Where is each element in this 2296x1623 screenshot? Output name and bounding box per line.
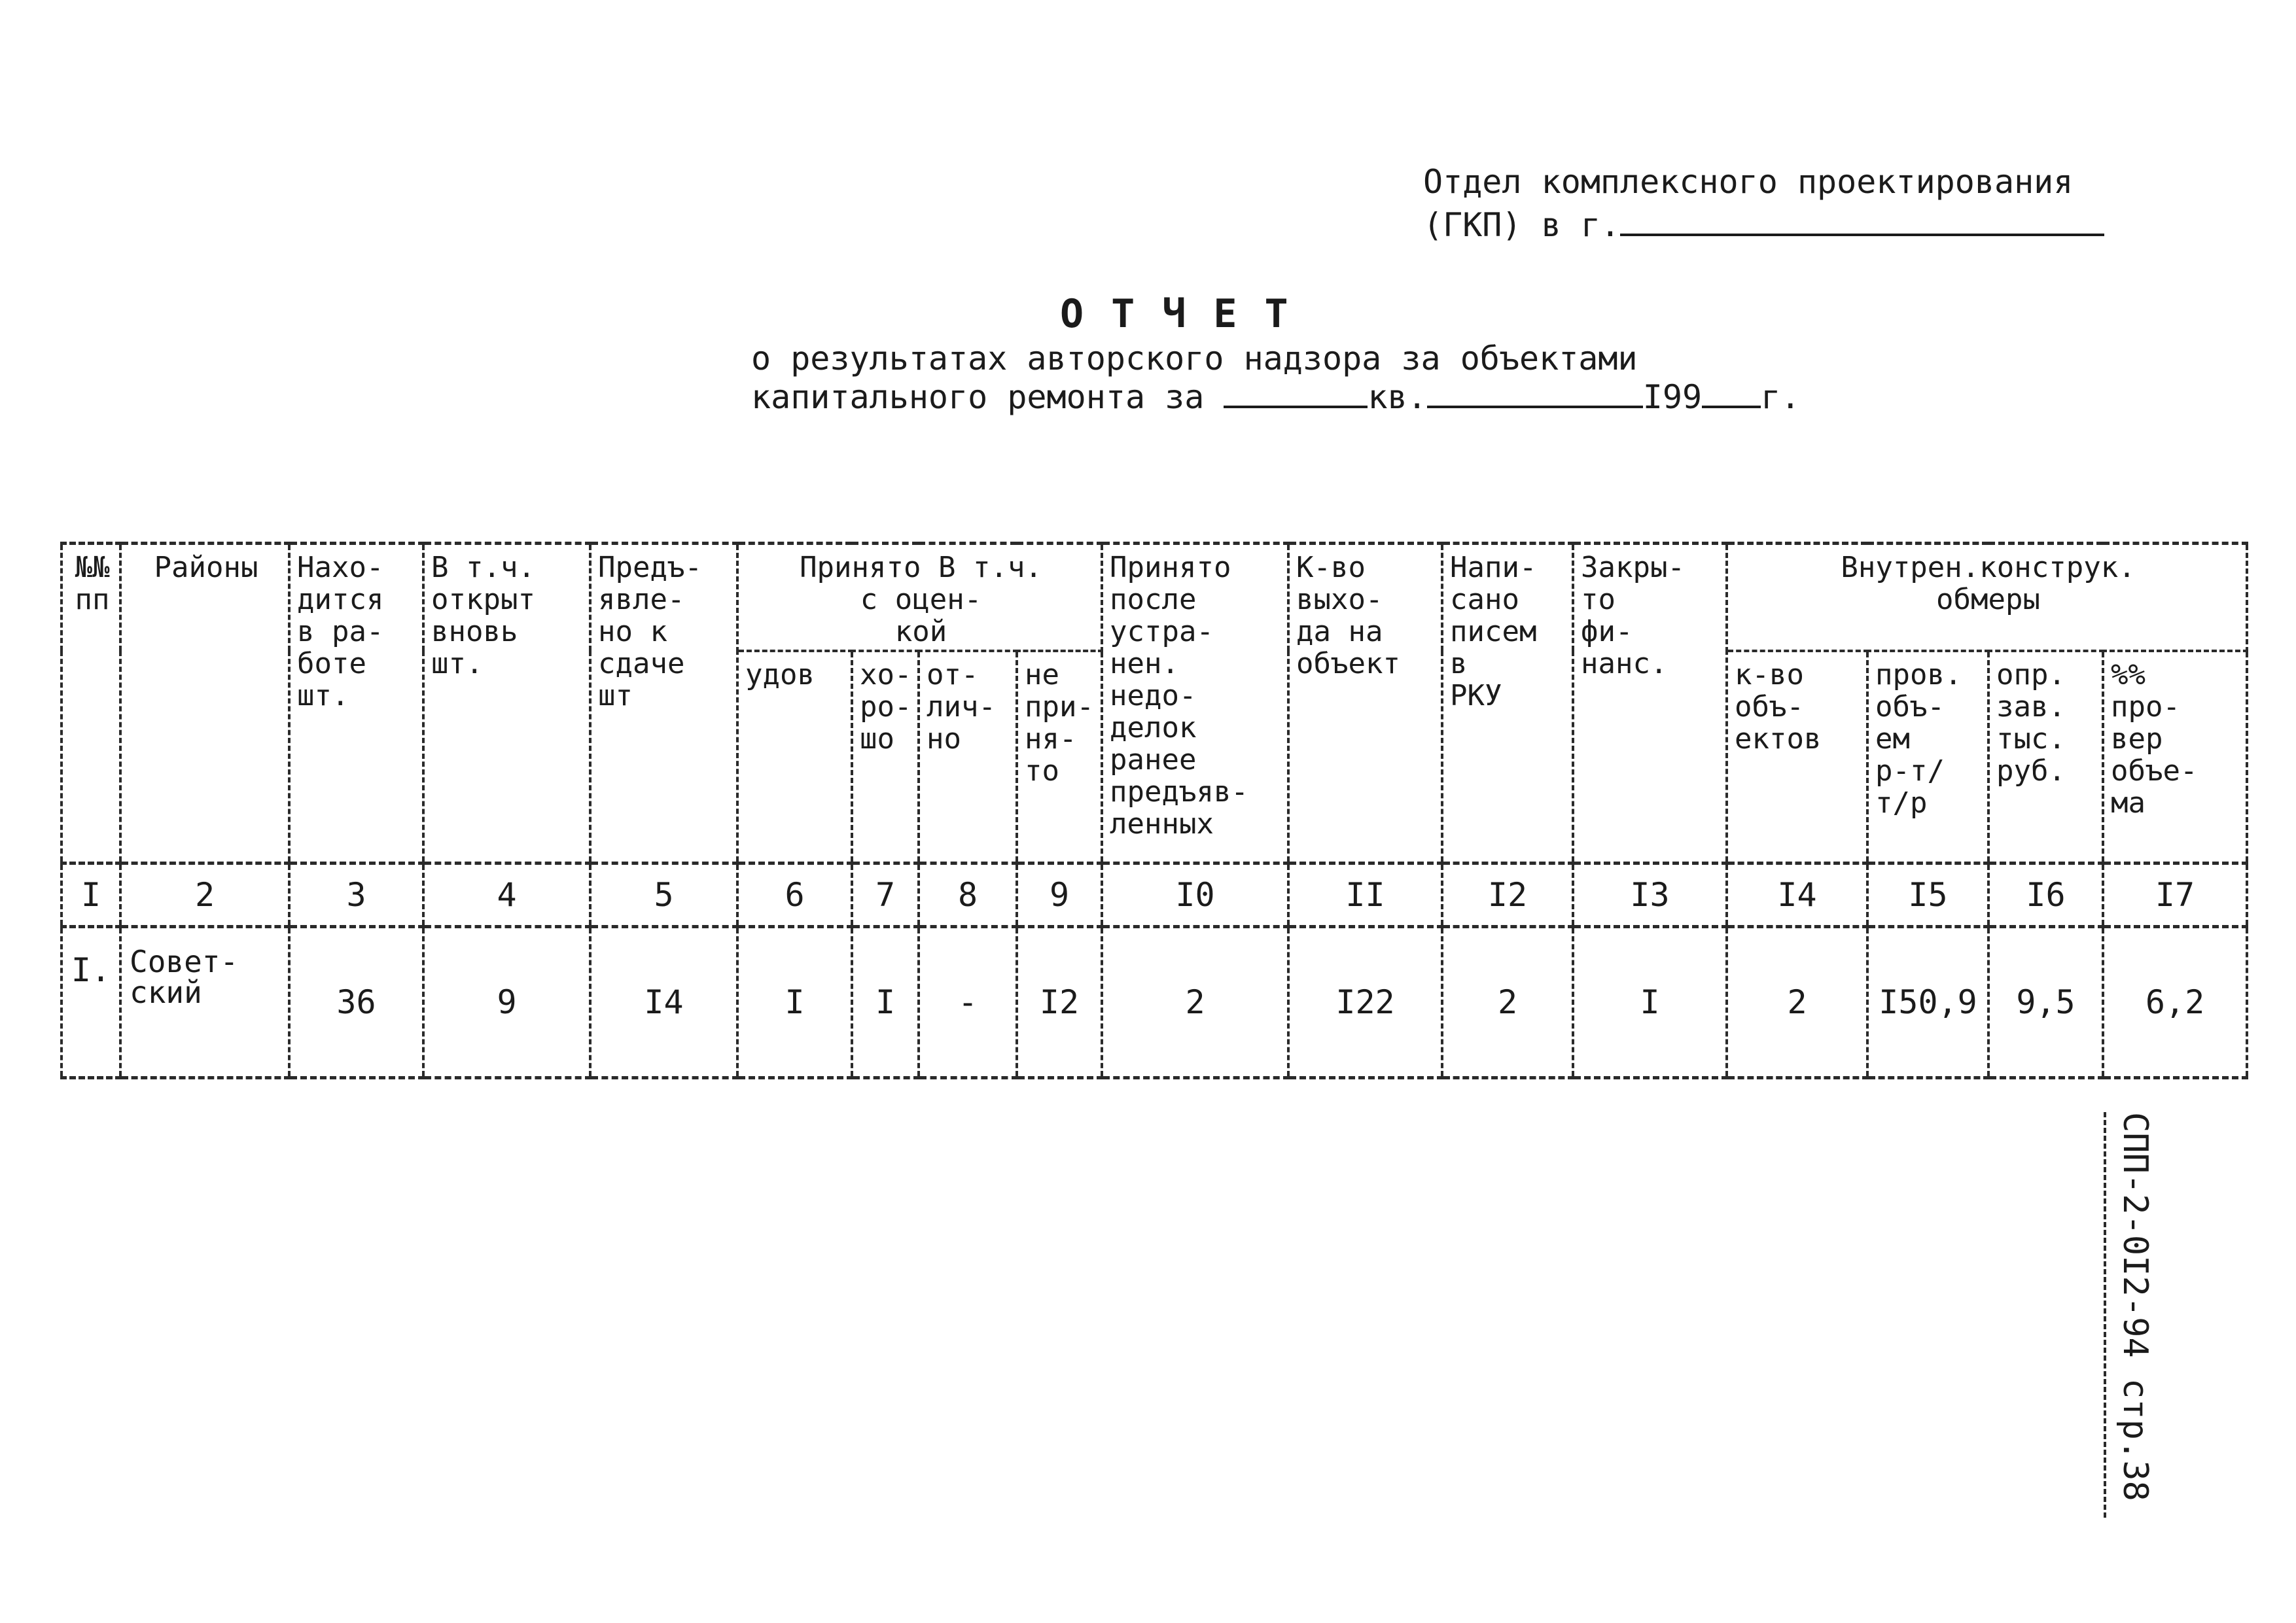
header-districts: Районы	[120, 544, 289, 864]
department-line-1: Отдел комплексного проектирования	[1423, 163, 2074, 201]
header-checked-volume: пров. объ- ем р-т/ т/р	[1867, 651, 1988, 864]
cell-checked-percent: 6,2	[2103, 927, 2247, 1078]
header-not-accepted: не при- ня- то	[1017, 651, 1102, 864]
header-newly-opened: В т.ч. открыт вновь шт.	[423, 544, 590, 864]
column-number: 2	[120, 864, 289, 927]
column-number-row	[62, 864, 2247, 927]
header-in-work: Нахо- дится в ра- боте шт.	[289, 544, 423, 864]
header-accepted-group: Принято В т.ч. с оцен- кой	[737, 544, 1102, 652]
year-suffix: г.	[1761, 378, 1801, 416]
header-accepted-after-fix: Принято после устра- нен. недо- делок ранее предъяв- ленных	[1102, 544, 1288, 864]
subtitle-line-1: о результатах авторского надзора за объектами	[751, 340, 1638, 377]
column-number: I0	[1102, 864, 1288, 927]
column-number: I2	[1442, 864, 1573, 927]
cell-newly-opened: 9	[423, 927, 590, 1078]
cell-excellent: -	[919, 927, 1017, 1078]
subtitle-period-label: капитального ремонта за	[751, 378, 1205, 416]
cell-not-accepted: I2	[1017, 927, 1102, 1078]
report-subtitle	[751, 340, 1800, 415]
year-prefix: I99	[1642, 378, 1703, 416]
cell-row-number: I.	[62, 927, 120, 1078]
header-site-visits: К-во выхо- да на объект	[1288, 544, 1442, 864]
header-row-number: №№ пп	[62, 544, 120, 864]
column-number: 3	[289, 864, 423, 927]
column-number: 8	[919, 864, 1017, 927]
header-determined-amount: опр. зав. тыс. руб.	[1988, 651, 2103, 864]
header-good: хо- ро- шо	[852, 651, 919, 864]
cell-good: I	[852, 927, 919, 1078]
department-city-label: (ГКП) в г.	[1423, 206, 1621, 244]
column-number: 5	[590, 864, 737, 927]
cell-district: Совет- ский	[120, 927, 289, 1078]
cell-submitted: I4	[590, 927, 737, 1078]
cell-financing-closed: I	[1573, 927, 1727, 1078]
subtitle-line-2	[751, 377, 1800, 415]
column-number: 4	[423, 864, 590, 927]
column-number: I7	[2103, 864, 2247, 927]
cell-checked-volume: I50,9	[1867, 927, 1988, 1078]
cell-site-visits: I22	[1288, 927, 1442, 1078]
cell-satisfactory: I	[737, 927, 852, 1078]
city-blank-line[interactable]	[1620, 205, 2104, 236]
header-excellent: от- лич- но	[919, 651, 1017, 864]
report-table	[60, 542, 2248, 1079]
cell-in-work: 36	[289, 927, 423, 1078]
column-number: II	[1288, 864, 1442, 927]
cell-accepted-after-fix: 2	[1102, 927, 1288, 1078]
report-title: ОТЧЕТ	[1060, 291, 1316, 337]
page-code: СПП-2-0I2-94 стр.38	[2115, 1112, 2155, 1501]
table-row	[62, 927, 2247, 1078]
department-line-2	[1423, 203, 2104, 247]
column-number: I4	[1727, 864, 1867, 927]
column-number: 7	[852, 864, 919, 927]
header-measurements-group: Внутрен.конструк. обмеры	[1727, 544, 2247, 652]
column-number: I6	[1988, 864, 2103, 927]
department-heading	[1423, 160, 2104, 247]
column-number: I	[62, 864, 120, 927]
header-object-count: к-во объ- ектов	[1727, 651, 1867, 864]
quarter-blank-line[interactable]	[1224, 377, 1368, 408]
cell-determined-amount: 9,5	[1988, 927, 2103, 1078]
year-blank-line[interactable]	[1702, 377, 1761, 408]
header-submitted: Предъ- явле- но к сдаче шт	[590, 544, 737, 864]
header-checked-percent: %% про- вер объе- ма	[2103, 651, 2247, 864]
cell-letters-written: 2	[1442, 927, 1573, 1078]
header-satisfactory: удов	[737, 651, 852, 864]
column-number: I5	[1867, 864, 1988, 927]
column-number: I3	[1573, 864, 1727, 927]
column-number: 9	[1017, 864, 1102, 927]
page-code-margin	[2104, 1112, 2159, 1518]
header-financing-closed: Закры- то фи- нанс.	[1573, 544, 1727, 864]
column-number: 6	[737, 864, 852, 927]
cell-object-count: 2	[1727, 927, 1867, 1078]
header-row-1	[62, 544, 2247, 652]
quarter-label: кв.	[1368, 378, 1427, 416]
period-blank-line[interactable]	[1427, 377, 1643, 408]
header-letters-written: Напи- сано писем в РКУ	[1442, 544, 1573, 864]
